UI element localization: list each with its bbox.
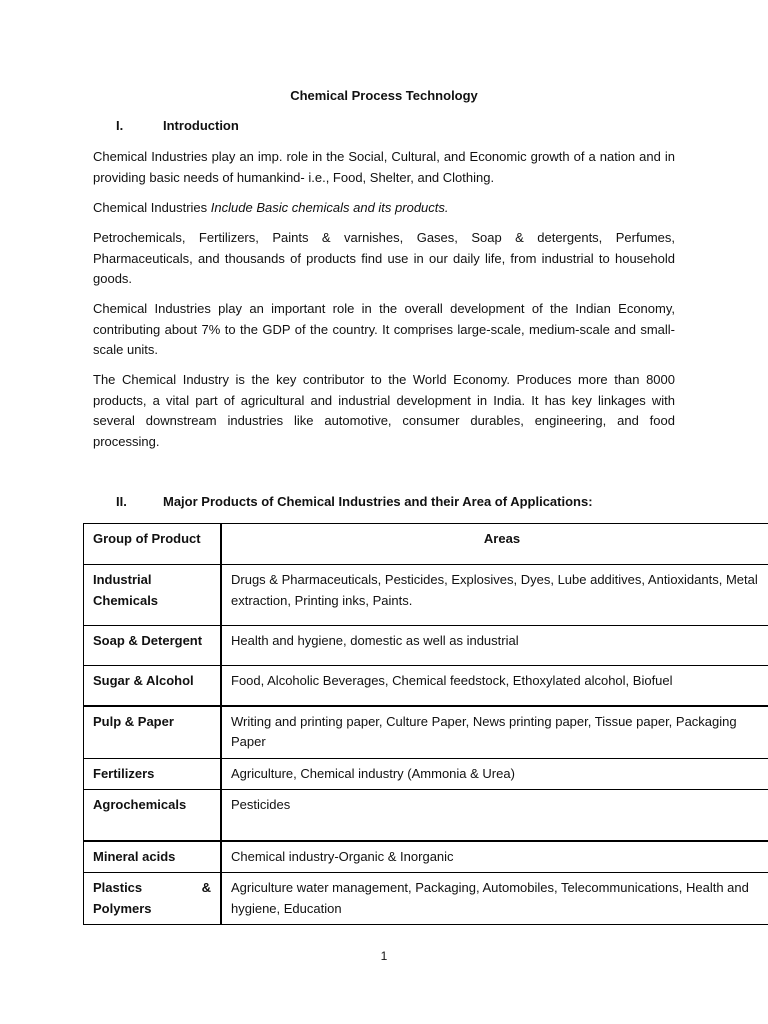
- paragraph-economy: Chemical Industries play an important role in the overall development of the Indian Economy, contributing about 7% to the GDP of the country. It comprises large-scale, medium-scale and small-scale units.: [93, 301, 675, 357]
- table-cell-group: Fertilizers: [84, 758, 222, 790]
- table-row: [84, 873, 768, 925]
- paragraph-intro: Chemical Industries play an imp. role in the Social, Cultural, and Economic growth of a nation and in providing basic needs of humankind- i.e., Food, Shelter, and Clothing.: [93, 149, 675, 185]
- table-header-group: Group of Product: [84, 524, 222, 565]
- table-cell-group: Soap & Detergent: [84, 626, 222, 666]
- section-number: I.: [116, 118, 124, 133]
- section-heading-introduction: [116, 118, 239, 133]
- table-cell-areas: Agriculture water management, Packaging, Automobiles, Telecommunications, Health and hygiene, Education: [221, 873, 768, 925]
- table-row: [84, 666, 768, 706]
- products-table: [83, 523, 768, 925]
- table-cell-areas: Health and hygiene, domestic as well as industrial: [221, 626, 768, 666]
- paragraph-products: Petrochemicals, Fertilizers, Paints & varnishes, Gases, Soap & detergents, Perfumes, Pharmaceuticals, and thousands of products find use in our daily life, from industrial to household goods.: [93, 230, 675, 286]
- paragraph-world-economy: The Chemical Industry is the key contributor to the World Economy. Produces more than 8000 products, a vital part of agricultural and industrial development in India. It has key linkages with several downstream industries like automotive, consumer durables, engineering, and food processing.: [93, 372, 675, 449]
- paragraph-includes-prefix: Chemical Industries: [93, 200, 211, 215]
- paragraph-includes: [93, 198, 675, 219]
- table-cell-group: Agrochemicals: [84, 790, 222, 841]
- section-title: Major Products of Chemical Industries and their Area of Applications:: [163, 494, 593, 509]
- section-number: II.: [116, 494, 127, 509]
- table-row: [84, 565, 768, 626]
- section-title: Introduction: [163, 118, 239, 133]
- table-row: [84, 841, 768, 873]
- table-cell-group: Mineral acids: [84, 841, 222, 873]
- table-cell-areas: Pesticides: [221, 790, 768, 841]
- paragraph-includes-italic: Include Basic chemicals and its products.: [210, 200, 449, 215]
- table-cell-group: Pulp & Paper: [84, 706, 222, 759]
- document-title: Chemical Process Technology: [290, 88, 478, 103]
- table-cell-group: Plastics & Polymers: [84, 873, 222, 925]
- table-cell-areas: Food, Alcoholic Beverages, Chemical feedstock, Ethoxylated alcohol, Biofuel: [221, 666, 768, 706]
- table-header-areas: Areas: [221, 524, 768, 565]
- table-row: [84, 626, 768, 666]
- table-header-row: [84, 524, 768, 565]
- table-row: [84, 790, 768, 841]
- table-row: [84, 758, 768, 790]
- table-row: [84, 706, 768, 759]
- section-heading-major-products: [116, 494, 593, 509]
- table-cell-areas: Agriculture, Chemical industry (Ammonia & Urea): [221, 758, 768, 790]
- table-cell-areas: Drugs & Pharmaceuticals, Pesticides, Explosives, Dyes, Lube additives, Antioxidants, Metal extraction, Printing inks, Paints.: [221, 565, 768, 626]
- page-number: 1: [380, 949, 388, 963]
- table-cell-group: Industrial Chemicals: [84, 565, 222, 626]
- table-cell-areas: Chemical industry-Organic & Inorganic: [221, 841, 768, 873]
- table-cell-group: Sugar & Alcohol: [84, 666, 222, 706]
- table-cell-areas: Writing and printing paper, Culture Paper, News printing paper, Tissue paper, Packaging Paper: [221, 706, 768, 759]
